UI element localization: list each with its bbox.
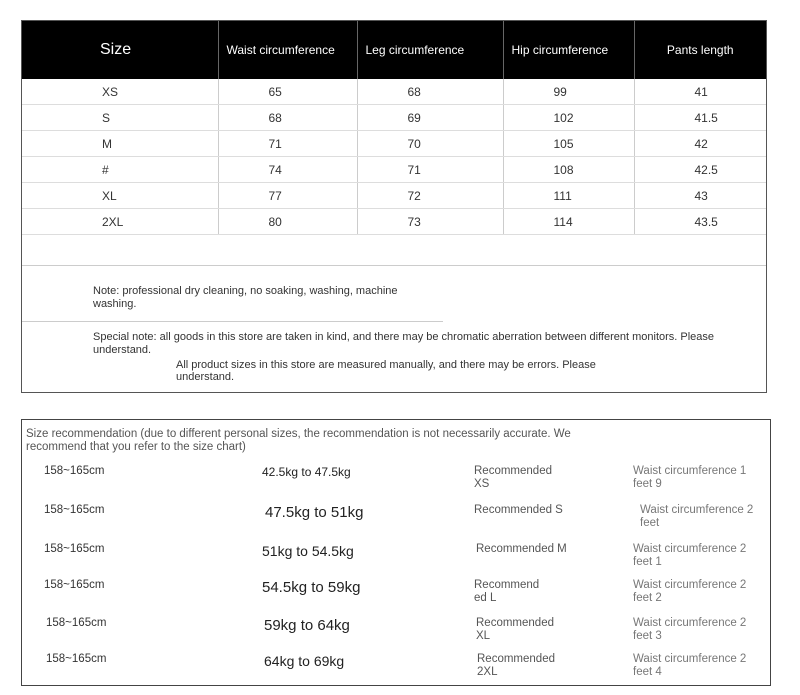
table-row xyxy=(22,105,766,131)
waist-cell: 68 xyxy=(218,105,357,131)
recommended-size: Recommend ed L xyxy=(474,579,540,604)
height-range: 158~165cm xyxy=(44,504,105,516)
length-cell: 41.5 xyxy=(634,105,766,131)
waist-recommendation: Waist circumference 2 feet 2 xyxy=(633,579,747,604)
size-cell: # xyxy=(22,157,218,183)
leg-cell: 73 xyxy=(357,209,503,235)
waist-recommendation: Waist circumference 2 feet 4 xyxy=(633,653,747,678)
leg-cell: 71 xyxy=(357,157,503,183)
table-row xyxy=(22,131,766,157)
waist-recommendation: Waist circumference 1 feet 9 xyxy=(633,465,747,490)
list-item xyxy=(22,653,770,687)
waist-cell: 65 xyxy=(218,79,357,105)
table-row xyxy=(22,183,766,209)
size-cell: S xyxy=(22,105,218,131)
size-chart xyxy=(21,20,767,393)
recommended-size: Recommended M xyxy=(476,543,567,555)
weight-range: 51kg to 54.5kg xyxy=(262,543,354,559)
size-cell: XS xyxy=(22,79,218,105)
length-cell: 43.5 xyxy=(634,209,766,235)
hip-cell: 102 xyxy=(503,105,634,131)
waist-cell: 77 xyxy=(218,183,357,209)
header-waist: Waist circumference xyxy=(218,21,357,79)
header-leg: Leg circumference xyxy=(357,21,503,79)
weight-range: 59kg to 64kg xyxy=(264,617,350,634)
waist-cell: 74 xyxy=(218,157,357,183)
recommended-size: Recommended S xyxy=(474,504,563,516)
care-note: Note: professional dry cleaning, no soaking, washing, machine washing. xyxy=(22,266,443,322)
size-chart-table xyxy=(22,21,766,266)
leg-cell: 69 xyxy=(357,105,503,131)
header-pants-length: Pants length xyxy=(634,21,766,79)
empty-row xyxy=(22,235,766,266)
leg-cell: 72 xyxy=(357,183,503,209)
leg-cell: 68 xyxy=(357,79,503,105)
weight-range: 54.5kg to 59kg xyxy=(262,579,361,596)
list-item xyxy=(22,617,770,651)
size-cell: 2XL xyxy=(22,209,218,235)
special-note-block xyxy=(22,322,766,384)
size-cell: M xyxy=(22,131,218,157)
length-cell: 43 xyxy=(634,183,766,209)
height-range: 158~165cm xyxy=(46,653,107,665)
height-range: 158~165cm xyxy=(44,579,105,591)
table-row xyxy=(22,79,766,105)
waist-recommendation: Waist circumference 2 feet 3 xyxy=(633,617,747,642)
measure-note: All product sizes in this store are measured manually, and there may be errors. Please understand. xyxy=(176,358,596,384)
header-size: Size xyxy=(22,21,218,79)
recommended-size: Recommended XS xyxy=(474,465,552,490)
recommended-size: Recommended 2XL xyxy=(477,653,555,678)
list-item xyxy=(22,504,770,538)
table-row xyxy=(22,209,766,235)
waist-cell: 80 xyxy=(218,209,357,235)
height-range: 158~165cm xyxy=(44,465,105,477)
list-item xyxy=(22,465,770,499)
length-cell: 41 xyxy=(634,79,766,105)
special-note: Special note: all goods in this store are taken in kind, and there may be chromatic aberration between different monitors. Please understand. xyxy=(93,331,715,356)
list-item xyxy=(22,543,770,577)
size-recommendation xyxy=(21,419,771,686)
hip-cell: 108 xyxy=(503,157,634,183)
waist-recommendation: Waist circumference 2 feet 1 xyxy=(633,543,747,568)
hip-cell: 111 xyxy=(503,183,634,209)
height-range: 158~165cm xyxy=(46,617,107,629)
size-cell: XL xyxy=(22,183,218,209)
header-hip: Hip circumference xyxy=(503,21,634,79)
length-cell: 42.5 xyxy=(634,157,766,183)
empty-cell xyxy=(22,235,766,266)
hip-cell: 105 xyxy=(503,131,634,157)
length-cell: 42 xyxy=(634,131,766,157)
weight-range: 64kg to 69kg xyxy=(264,653,345,669)
waist-recommendation: Waist circumference 2 feet xyxy=(640,504,754,529)
size-chart-header-row xyxy=(22,21,766,79)
hip-cell: 114 xyxy=(503,209,634,235)
recommendation-title: Size recommendation (due to different personal sizes, the recommendation is not necessarily accurate. We recommend that you refer to the size chart) xyxy=(26,428,571,453)
weight-range: 47.5kg to 51kg xyxy=(265,504,364,521)
leg-cell: 70 xyxy=(357,131,503,157)
list-item xyxy=(22,579,770,613)
height-range: 158~165cm xyxy=(44,543,105,555)
waist-cell: 71 xyxy=(218,131,357,157)
table-row xyxy=(22,157,766,183)
recommended-size: Recommended XL xyxy=(476,617,554,642)
hip-cell: 99 xyxy=(503,79,634,105)
weight-range: 42.5kg to 47.5kg xyxy=(262,465,351,479)
